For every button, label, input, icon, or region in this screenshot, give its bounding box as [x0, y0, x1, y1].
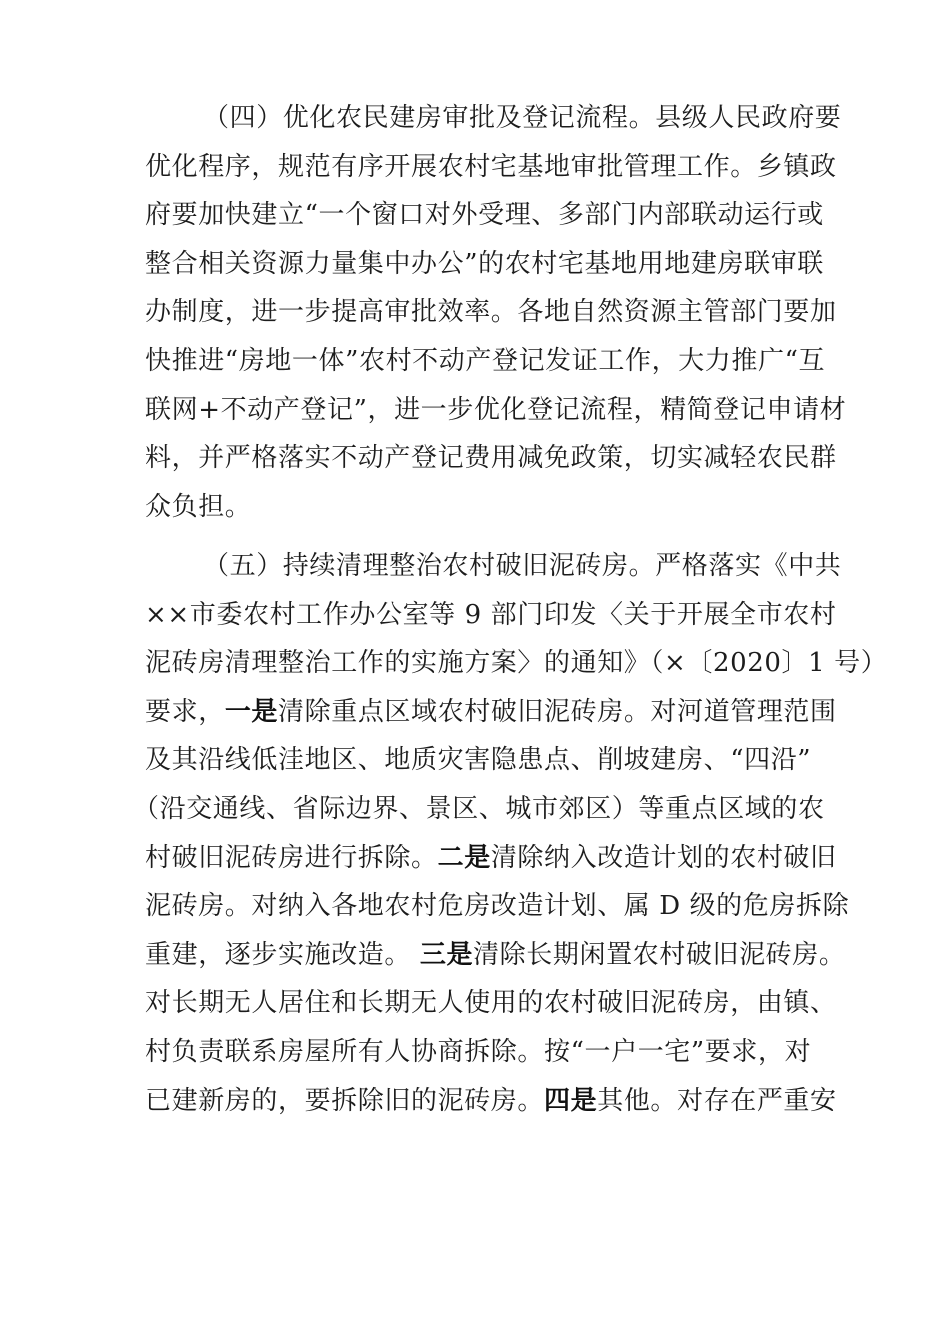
text-line: 村负责联系房屋所有人协商拆除。按“一户一宅”要求，对 [145, 1036, 812, 1067]
bold-marker-third: 三是 [419, 939, 474, 970]
text-run: 重建，逐步实施改造。 [145, 939, 420, 970]
text-line: 整合相关资源力量集中办公”的农村宅基地用地建房联审联 [145, 248, 824, 279]
text-run: 清除纳入改造计划的农村破旧 [490, 842, 837, 873]
text-run: 村破旧泥砖房进行拆除。 [145, 842, 438, 873]
paragraph-optimize-approval [145, 94, 847, 531]
text-run: 清除长期闲置农村破旧泥砖房。 [473, 939, 846, 970]
text-line: 料，并严格落实不动产登记费用减免政策，切实减轻农民群 [145, 443, 837, 474]
bold-marker-first: 一是 [224, 696, 279, 727]
text-line: 府要加快建立“一个窗口对外受理、多部门内部联动运行或 [145, 200, 824, 231]
text-run: 清除重点区域农村破旧泥砖房。对河道管理范围 [278, 696, 837, 727]
text-line: 办制度，进一步提高审批效率。各地自然资源主管部门要加 [145, 297, 837, 328]
text-line: 优化程序，规范有序开展农村宅基地审批管理工作。乡镇政 [145, 151, 837, 182]
text-line [145, 931, 846, 980]
text-line [145, 688, 837, 737]
text-run: 已建新房的，要拆除旧的泥砖房。 [145, 1085, 545, 1116]
text-line: 对长期无人居住和长期无人使用的农村破旧泥砖房，由镇、 [145, 988, 837, 1019]
text-line: 快推进“房地一体”农村不动产登记发证工作，大力推广“互 [145, 345, 826, 376]
text-line: （沿交通线、省际边界、景区、城市郊区）等重点区域的农 [133, 793, 825, 824]
text-line: 众负担。 [145, 491, 252, 522]
text-line: 联网+不动产登记”，进一步优化登记流程，精简登记申请材 [145, 394, 847, 425]
bold-marker-second: 二是 [437, 842, 491, 873]
text-line: 泥砖房。对纳入各地农村危房改造计划、属 D 级的危房拆除 [145, 891, 850, 922]
text-line: （五）持续清理整治农村破旧泥砖房。严格落实《中共 [203, 551, 842, 581]
bold-marker-fourth: 四是 [544, 1085, 598, 1116]
text-line [145, 1077, 837, 1126]
text-line: 及其沿线低洼地区、地质灾害隐患点、削坡建房、“四沿” [145, 745, 812, 776]
text-line: （四）优化农民建房审批及登记流程。县级人民政府要 [203, 103, 842, 133]
text-line: ××市委农村工作办公室等 9 部门印发〈关于开展全市农村 [145, 599, 837, 630]
paragraph-mud-brick-houses [133, 542, 888, 1125]
text-line [145, 834, 837, 883]
text-line: 泥砖房清理整治工作的实施方案〉的通知》（×〔2020〕1 号） [145, 648, 888, 679]
text-run: 其他。对存在严重安 [597, 1085, 837, 1116]
text-run: 要求， [145, 696, 225, 727]
